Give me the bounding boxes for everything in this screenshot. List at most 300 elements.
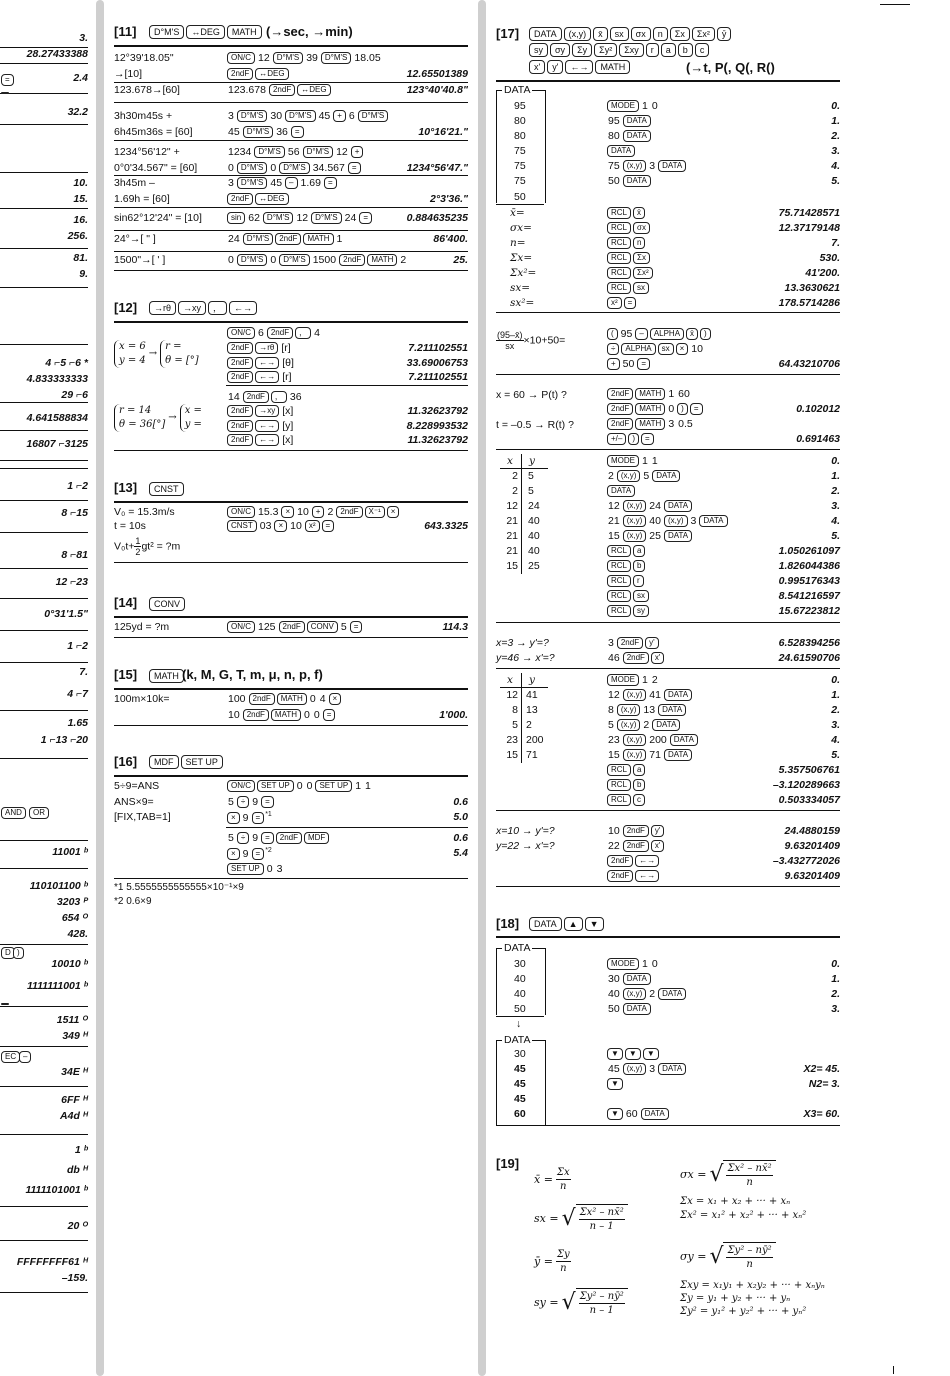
t2-y-0: 41 [526, 689, 538, 701]
keystroke-text: [r] [281, 342, 291, 354]
expr-keys1 [606, 328, 712, 340]
data-box-1-label: DATA [504, 942, 531, 954]
header-key-1: ▲ [564, 917, 583, 931]
key-rcl: RCL [607, 545, 631, 557]
key-: = [637, 358, 650, 370]
brace [180, 404, 202, 432]
left-result-10: 4 ⌐5 ⌐6 * [45, 357, 88, 369]
yx2-result-1: 9.63201409 [784, 840, 840, 852]
keystroke-text: [y] [282, 420, 294, 432]
left-result-36: A4d ᴴ [60, 1110, 88, 1122]
t2-keys-2 [606, 704, 687, 716]
left-result-26: 110101100 ᵇ [29, 880, 88, 892]
b1-result-2: 2. [831, 988, 840, 1000]
keystroke-text: 60 [678, 388, 690, 400]
t2-col-y: y [529, 674, 535, 686]
left-result-30: 10010 ᵇ [51, 958, 88, 970]
yx1-keys2 [606, 652, 665, 664]
t1-y-2: 24 [528, 500, 540, 512]
header-key-2: MATH [227, 25, 262, 39]
p-result: 0.102012 [796, 403, 840, 415]
section-14-bottom-rule [114, 637, 468, 638]
yx2-keys-3 [606, 870, 660, 882]
s12-row-7-result: 11.32623792 [407, 434, 468, 446]
fraction-denominator: sx [505, 341, 515, 351]
t1-col-x: x [507, 455, 513, 467]
key-: ) [700, 328, 711, 340]
b1-result-1: 1. [831, 973, 840, 985]
key-data: DATA [623, 175, 651, 187]
header-key-6: Σx [670, 27, 690, 41]
section-19-title [496, 1156, 519, 1171]
keystroke-text: 9 [242, 811, 249, 824]
stat-label-3: Σx= [510, 252, 533, 264]
key-x-: x² [607, 297, 622, 309]
yx2-result-3: 9.63201409 [784, 870, 840, 882]
data-box-1-bottom [496, 1016, 544, 1017]
keystroke-text: 50 [622, 358, 635, 370]
keystroke-text: 3 [649, 1063, 656, 1075]
keystroke-text: 46 [608, 652, 620, 664]
stat-keys-4 [606, 267, 654, 279]
keystroke-text: 1234 [228, 146, 252, 158]
key-rcl: RCL [607, 207, 631, 219]
left-key-fragment-2: AND [1, 807, 26, 819]
t1-keys-6 [606, 545, 646, 557]
b1-value-2: 40 [514, 988, 526, 1000]
left-rule-17 [0, 630, 88, 631]
section-number: [13] [114, 480, 138, 495]
key-2ndf: 2ndF [227, 68, 253, 80]
key-d-m-s: D°M'S [273, 52, 304, 64]
row-0-keys1 [226, 52, 383, 64]
left-key-fragment-5: ) [13, 947, 24, 959]
b1-keys-1 [606, 973, 652, 985]
row-2-result: 10°16'21." [418, 126, 468, 138]
key-: ▼ [643, 1048, 659, 1060]
key-rcl: RCL [607, 794, 631, 806]
t1-result-6: 1.050261097 [778, 545, 840, 557]
key-x-: x' [651, 652, 665, 664]
header-key-0: →rθ [149, 301, 176, 315]
key-2ndf: 2ndF [227, 405, 253, 417]
formula-fraction [579, 1290, 625, 1317]
key-y-: y' [651, 825, 665, 837]
key-x-: x' [651, 840, 665, 852]
key-data: DATA [641, 1108, 669, 1120]
left-result-14: 16807 ⌐3125 [26, 438, 88, 450]
keystroke-text: 0 [651, 100, 658, 112]
keystroke-text: 6 [348, 110, 355, 122]
formula-fraction [726, 1162, 772, 1189]
key-on-c: ON/C [227, 621, 255, 633]
b2-value-1: 45 [514, 1063, 526, 1075]
header-key-5: r [646, 43, 659, 57]
row-0-result: 12.65501389 [406, 68, 468, 80]
key-set-up: SET UP [315, 780, 352, 792]
s16-row-5-keys [226, 863, 284, 875]
t1-result-9: 8.541216597 [778, 590, 840, 602]
sum-x2-formula: Σx² = x₁² + x₂² + ··· + xₙ² [680, 1210, 807, 1221]
section-17-bottom-rule [496, 886, 840, 887]
row-4-keys2 [226, 193, 290, 205]
keystroke-text: 9 [252, 832, 259, 844]
stat-result-5: 13.3630621 [784, 282, 840, 294]
key-data: DATA [699, 515, 727, 527]
t2-y-1: 13 [526, 704, 538, 716]
key-deg: ↔DEG [255, 193, 288, 205]
t1-keys-7 [606, 560, 646, 572]
expr-part: gt² = ?m [141, 540, 181, 553]
keystroke-text: 1 [642, 100, 648, 112]
row-1-rule [114, 102, 468, 103]
keystroke-text: 15 [608, 749, 620, 761]
s17-data-result-2: 2. [831, 130, 840, 142]
key-math: MATH [277, 693, 307, 705]
key-x-y-: (x,y) [623, 734, 647, 746]
left-result-11: 4.833333333 [26, 373, 88, 385]
key-data: DATA [607, 145, 635, 157]
ans-label-3: [FIX,TAB=1] [114, 811, 171, 823]
s17-data-keys-1 [606, 115, 652, 127]
key-n: n [633, 237, 645, 249]
key-mode: MODE [607, 455, 639, 467]
left-gutter [96, 0, 104, 1376]
keystroke-text: [x] [282, 434, 294, 446]
sqrt-body [723, 1160, 775, 1189]
keystroke-text: 40 [608, 988, 620, 1000]
t1-result-8: 0.995176343 [778, 575, 840, 587]
s12-row-0-keys [226, 327, 322, 339]
header-key-4: σx [631, 27, 651, 41]
key-rcl: RCL [607, 560, 631, 572]
t1-keys-1 [606, 470, 681, 482]
key-: + [351, 146, 364, 158]
b1-keys-3 [606, 1003, 652, 1015]
data-value-2: 80 [514, 130, 526, 142]
header-key-3: Σy² [594, 43, 617, 57]
b1-value-3: 50 [514, 1003, 526, 1015]
conversion-label: 125yd = ?m [114, 621, 170, 633]
keystroke-text: 1.69 [300, 177, 321, 189]
t2-header [500, 674, 544, 686]
key-x-y-: (x,y) [617, 470, 641, 482]
expression [114, 536, 180, 557]
section-number: [18] [496, 916, 520, 931]
key-: – [285, 177, 297, 189]
keystroke-text: 95 [620, 328, 633, 340]
t1-y-5: 40 [528, 545, 540, 557]
yx2-keys-2 [606, 855, 660, 867]
section-17-keys-line3 [528, 60, 631, 74]
key-rcl: RCL [607, 575, 631, 587]
key-: × [387, 506, 400, 518]
t2-result-5: 5. [831, 749, 840, 761]
section-18-keys [528, 917, 605, 931]
key-2ndf: 2ndF [227, 342, 253, 354]
key-rcl: RCL [607, 222, 631, 234]
t1-header-rule [500, 468, 548, 469]
key-2ndf: 2ndF [617, 637, 643, 649]
s12-row-5-keys [226, 405, 295, 417]
numerator: Σx² – nx̄² [579, 1207, 624, 1218]
data-value-4: 75 [514, 160, 526, 172]
key-math: MATH [303, 233, 333, 245]
data-value-0: 95 [514, 100, 526, 112]
keystroke-text: 80 [608, 130, 620, 142]
key-x: Σx [633, 252, 650, 264]
s17-data-result-5: 5. [831, 175, 840, 187]
stats-rule [496, 312, 840, 313]
s17-data-keys-5 [606, 175, 652, 187]
key-data: DATA [658, 160, 686, 172]
keystroke-text: 45 [270, 177, 283, 189]
left-result-22: 4 ⌐7 [67, 688, 88, 700]
key-a: a [633, 764, 645, 776]
section-17-title [496, 26, 519, 41]
section-18-title [496, 916, 519, 931]
key-r-: →rθ [255, 342, 278, 354]
keystroke-text: 71 [649, 749, 661, 761]
key-2ndf: 2ndF [227, 371, 253, 383]
t2-result-1: 1. [831, 689, 840, 701]
denominator: n – 1 [589, 1305, 614, 1316]
key-data: DATA [664, 749, 692, 761]
s17-data-keys-3 [606, 145, 636, 157]
left-result-41: FFFFFFFF61 ᴴ [16, 1256, 88, 1268]
s16-row-3-result: 0.6 [453, 832, 468, 844]
key-b: b [633, 560, 645, 572]
row-3-result: 1234°56'47." [406, 162, 468, 174]
key-2ndf: 2ndF [243, 709, 269, 721]
key-x: σx [633, 222, 650, 234]
section-number: [15] [114, 667, 138, 682]
key-2ndf: 2ndF [623, 825, 649, 837]
t2-x-2: 5 [512, 719, 518, 731]
b2-value-3: 45 [514, 1093, 526, 1105]
left-result-16: 8 ⌐15 [61, 507, 88, 519]
key-math: MATH [271, 709, 301, 721]
key-data: DATA [652, 470, 680, 482]
row-5-rule [114, 230, 468, 231]
section-18-bottom-rule [496, 1125, 840, 1126]
t1-keys-2 [606, 485, 636, 497]
left-result-23: 1.65 [67, 717, 88, 729]
key-d-m-s: D°M'S [237, 110, 268, 122]
s12-row-6-keys [226, 420, 295, 432]
section-16-keys [148, 755, 224, 769]
left-rule-29 [0, 1240, 88, 1241]
keystroke-text: 5 [340, 621, 347, 633]
row-2-keys2 [226, 126, 305, 138]
section-13-top-rule [114, 501, 468, 503]
s13-result: 643.3325 [424, 520, 468, 532]
yx2-label2: y=22 → x'=? [496, 840, 555, 852]
key-: = [261, 832, 274, 844]
key-: = [350, 621, 363, 633]
s12-row-1-result: 7.211102551 [408, 342, 468, 354]
s17-data-keys-0 [606, 100, 660, 112]
key-: ( [607, 328, 618, 340]
keystroke-text: 125 [258, 621, 276, 633]
s12-bottom-rule [114, 450, 468, 451]
key-: ▼ [607, 1108, 623, 1120]
keystroke-text: 9 [252, 796, 259, 808]
key-x-y-: (x,y) [617, 719, 641, 731]
keystroke-text: 3 [668, 418, 675, 430]
brace [114, 404, 165, 432]
left-result-32: 1511 ᴼ [56, 1014, 88, 1026]
left-rule-15 [0, 568, 88, 569]
keystroke-text: 15 [608, 530, 620, 542]
key-a: a [633, 545, 645, 557]
keystroke-text: 2 [649, 988, 656, 1000]
keystroke-text: 03 [259, 520, 272, 532]
section-15-bottom-rule [114, 725, 468, 726]
header-key-0: DATA [529, 27, 562, 41]
left-result-21: 7. [79, 666, 88, 678]
numerator: Σy² – nȳ² [727, 1245, 772, 1256]
key-2ndf: 2ndF [623, 840, 649, 852]
t1-result-2: 2. [831, 485, 840, 497]
stat-label-2: n= [510, 237, 526, 249]
s12-row-4-keys [226, 391, 304, 403]
keystroke-text: 1 [642, 958, 648, 970]
section-15-suffix: (k, M, G, T, m, μ, n, p, f) [182, 667, 323, 682]
key-data: DATA [664, 689, 692, 701]
key-data: DATA [623, 115, 651, 127]
key-rcl: RCL [607, 605, 631, 617]
key-: × [227, 812, 240, 824]
key-c: c [633, 794, 645, 806]
keystroke-text: 2 [643, 719, 650, 731]
keystroke-text: 22 [608, 840, 620, 852]
t1-y-3: 40 [528, 515, 540, 527]
s13-keys1 [226, 506, 400, 518]
key-d-m-s: D°M'S [254, 146, 285, 158]
sqrt-sign: √ [709, 1243, 724, 1269]
left-result-24: 1 ⌐13 ⌐20 [40, 734, 88, 746]
keystroke-text: 21 [608, 515, 620, 527]
keystroke-text: 10 [290, 520, 302, 532]
sqrt-sign: √ [561, 1289, 576, 1315]
section-11-suffix: (→sec, →min) [266, 24, 353, 39]
velocity-label: V₀ = 15.3m/s [114, 506, 175, 518]
key-d-m-s: D°M'S [321, 52, 352, 64]
stat-label-6: sx²= [510, 297, 535, 309]
output-label: x = [184, 405, 202, 416]
t2-result-2: 2. [831, 704, 840, 716]
key-2ndf: 2ndF [275, 233, 301, 245]
keystroke-text: 30 [608, 973, 620, 985]
key-math: MATH [635, 418, 665, 430]
keystroke-text: 45 [318, 110, 331, 122]
t2-result-7: –3.120289663 [772, 779, 840, 791]
key-data: DATA [607, 485, 635, 497]
key-: × [281, 506, 294, 518]
key-data: DATA [664, 500, 692, 512]
left-result-19: 0°31'1.5" [44, 608, 88, 620]
section-11-title [114, 24, 136, 39]
stat-keys-3 [606, 252, 651, 264]
formula-lhs: σx = [680, 1168, 707, 1181]
key-sin: sin [227, 212, 245, 224]
key-: = [291, 126, 304, 138]
arrow: → [148, 348, 158, 359]
key-: = [323, 709, 336, 721]
group-1-input [114, 340, 199, 368]
key-mode: MODE [607, 958, 639, 970]
section-14-top-rule [114, 616, 468, 618]
left-key-fragment-8: – [19, 1051, 31, 1063]
left-result-15: 1 ⌐2 [67, 480, 88, 492]
keystroke-text: 10 [297, 506, 309, 518]
section-12-title [114, 300, 137, 315]
s16-row-0-keys [226, 780, 373, 792]
key-: = [324, 177, 337, 189]
denominator: n [560, 1181, 567, 1192]
keystroke-text: 24 [649, 500, 661, 512]
row-3-label1: 1234°56'12" + [114, 146, 180, 158]
s12-row-6-result: 8.228993532 [406, 420, 468, 432]
key-data: DATA [658, 704, 686, 716]
left-result-28: 654 ᴼ [61, 912, 88, 924]
formula-fraction [579, 1206, 625, 1233]
s12-row-3-result: 7.211102551 [408, 371, 468, 383]
key-deg: ↔DEG [297, 84, 330, 96]
keystroke-text: 3 [690, 515, 697, 527]
key-: = [252, 848, 265, 860]
keystroke-text: 24 [344, 212, 357, 224]
keystroke-text: 4 [314, 327, 320, 339]
key-data: DATA [664, 530, 692, 542]
keystroke-text: 3 [228, 110, 234, 122]
t2-x-4: 15 [506, 749, 518, 761]
keystroke-text: 60 [625, 1108, 638, 1120]
left-result-12: 29 ⌐6 [61, 389, 88, 401]
key-alpha: ALPHA [621, 343, 655, 355]
key-2ndf: 2ndF [607, 388, 633, 400]
keystroke-text: 3 [276, 863, 283, 875]
t1-result-3: 3. [831, 500, 840, 512]
section-number: [14] [114, 595, 138, 610]
s12-row-2-keys [226, 357, 296, 369]
row-1-label1: 123.678→[60] [114, 84, 180, 96]
key-on-c: ON/C [227, 327, 255, 339]
keystroke-text: 1 [642, 455, 648, 467]
t1-keys-0 [606, 455, 660, 467]
b1-value-1: 40 [514, 973, 526, 985]
keystroke-text: 15.3 [258, 506, 279, 518]
key-data: DATA [623, 130, 651, 142]
sum-xy-formula: Σxy = x₁y₁ + x₂y₂ + ··· + xₙyₙ [680, 1280, 825, 1291]
left-rule-2 [0, 93, 88, 94]
s12-mid-rule [226, 385, 468, 386]
key-d-m-s: D°M'S [237, 177, 268, 189]
keystroke-text: 0 [668, 403, 675, 415]
key-xy: →xy [255, 405, 279, 417]
t2-col-x: x [507, 674, 513, 686]
t2-result-0: 0. [831, 674, 840, 686]
r-keys2 [606, 433, 655, 445]
row-7-rule [114, 270, 468, 271]
footnote-1: *1 5.5555555555555×10⁻¹×9 [114, 882, 244, 893]
key-d-m-s: D°M'S [237, 162, 268, 174]
b2-result-2: N2= 3. [808, 1078, 840, 1090]
expr-tail: ×10+50= [523, 334, 566, 347]
key-: ▼ [625, 1048, 641, 1060]
header-key-0: MDF [149, 755, 179, 769]
